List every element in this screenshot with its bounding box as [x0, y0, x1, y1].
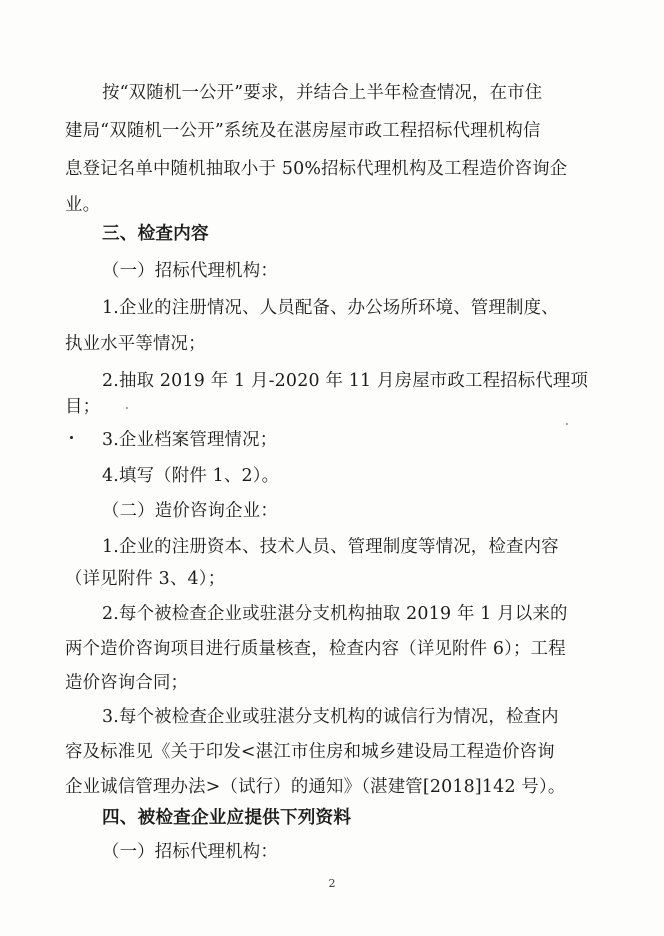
list-item-line: 两个造价咨询项目进行质量核查，检查内容（详见附件 6）；工程: [65, 639, 566, 659]
list-item-line: 1.企业的注册资本、技术人员、管理制度等情况，检查内容: [102, 537, 559, 557]
paragraph-line: 按“双随机一公开”要求，并结合上半年检查情况，在市住: [102, 83, 543, 103]
list-item-line: 2.抽取 2019 年 1 月-2020 年 11 月房屋市政工程招标代理项: [102, 371, 589, 391]
list-item-line: 3.每个被检查企业或驻湛分支机构的诚信行为情况，检查内: [102, 707, 559, 727]
list-item-line: 执业水平等情况；: [65, 334, 206, 354]
list-item-line: 1.企业的注册情况、人员配备、办公场所环境、管理制度、: [102, 298, 559, 318]
list-item-line: 企业诚信管理办法>（试行）的通知》（湛建管[2018]142 号）。: [65, 777, 566, 797]
list-item-line: 4.填写（附件 1、2）。: [102, 466, 280, 486]
list-item-line: 造价咨询合同；: [65, 673, 189, 693]
list-item-line: 容及标准见《关于印发<湛江市住房和城乡建设局工程造价咨询: [65, 742, 555, 762]
subsection-heading: （一）招标代理机构：: [102, 842, 278, 862]
list-item-line: 目；: [65, 397, 101, 417]
paragraph-line: 建局“双随机一公开”系统及在湛房屋市政工程招标代理机构信: [65, 121, 541, 141]
list-item-line: 3.企业档案管理情况；: [102, 430, 278, 450]
scan-speck: [566, 423, 568, 425]
section-heading: 三、检查内容: [102, 224, 209, 244]
list-item-line: 2.每个被检查企业或驻湛分支机构抽取 2019 年 1 月以来的: [102, 604, 568, 624]
paragraph-line: 业。: [65, 195, 101, 215]
subsection-heading: （二）造价咨询企业：: [102, 501, 278, 521]
list-item-line: （详见附件 3、4）；: [65, 569, 226, 589]
scan-speck: [70, 436, 73, 439]
subsection-heading: （一）招标代理机构：: [102, 261, 278, 281]
paragraph-line: 息登记名单中随机抽取小于 50%招标代理机构及工程造价咨询企: [65, 159, 568, 179]
page-number: 2: [328, 877, 336, 890]
section-heading: 四、被检查企业应提供下列资料: [102, 808, 352, 828]
scan-speck: [126, 407, 128, 409]
